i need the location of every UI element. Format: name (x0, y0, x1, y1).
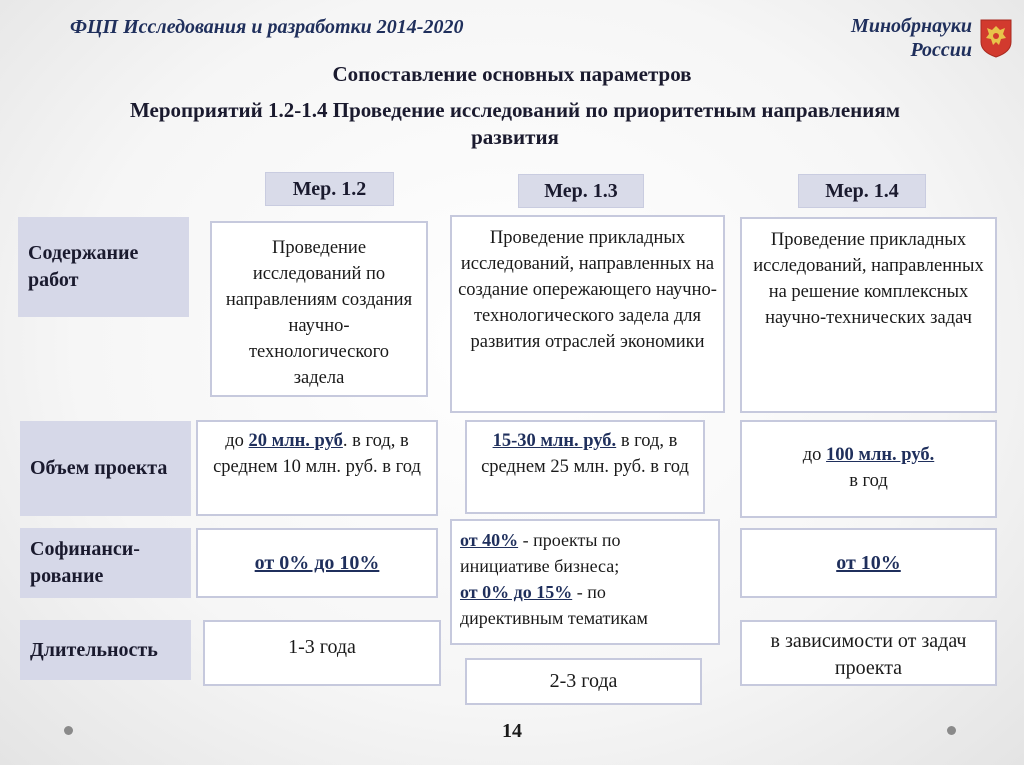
column-header-1-2: Мер. 1.2 (265, 172, 394, 206)
cell-content-1-2: Проведение исследований по направлениям создания научно-технологического задела (210, 221, 428, 397)
coat-of-arms-icon (978, 18, 1014, 58)
page-number: 14 (502, 720, 522, 742)
cell-duration-1-4: в зависимости от задач проекта (740, 620, 997, 686)
volume-1-2-post: . в год, в среднем 10 млн. руб. в год (213, 431, 421, 477)
column-header-1-3: Мер. 1.3 (518, 174, 644, 208)
cell-content-1-4: Проведение прикладных исследований, направленных на решение комплексных научно-технических задач (740, 217, 997, 413)
ministry-line2: России (910, 39, 972, 61)
cell-volume-1-3 (465, 420, 705, 514)
row-header-content: Содержание работ (18, 217, 189, 317)
cell-volume-1-4 (740, 420, 997, 518)
row-header-duration: Длительность (20, 620, 191, 680)
cell-cofinancing-1-3 (450, 519, 720, 645)
cofinancing-1-3-business-value: от 40% (460, 530, 519, 550)
volume-1-4-post: в год (849, 471, 888, 491)
cell-cofinancing-1-4 (740, 528, 997, 598)
volume-1-4-amount: 100 млн. руб. (826, 445, 935, 465)
slide-title: Сопоставление основных параметров (332, 62, 692, 86)
cofinancing-1-3-directive-text: - по директивным тематикам (460, 582, 648, 628)
volume-1-4-pre: до (802, 445, 827, 465)
program-title: ФЦП Исследования и разработки 2014-2020 (70, 16, 464, 38)
duration-1-2-value: 1-3 года (288, 636, 356, 658)
cell-volume-1-2 (196, 420, 438, 516)
duration-1-3-value: 2-3 года (549, 670, 618, 692)
volume-1-2-pre: до (225, 431, 249, 451)
ministry-label (822, 14, 972, 62)
cofinancing-1-2-value: от 0% до 10% (254, 552, 380, 574)
cell-duration-1-3 (465, 658, 702, 705)
cell-duration-1-2 (203, 620, 441, 686)
ministry-line1: Минобрнауки (851, 15, 972, 37)
cell-content-1-3: Проведение прикладных исследований, направленных на создание опережающего научно-технологического задела для развития отраслей экономики (450, 215, 725, 413)
cofinancing-1-4-value: от 10% (836, 552, 901, 574)
row-header-cofinancing: Софинанси-рование (20, 528, 191, 598)
cofinancing-1-3-directive-value: от 0% до 15% (460, 582, 573, 602)
volume-1-3-amount: 15-30 млн. руб. (492, 431, 617, 451)
volume-1-3-post: в год, в среднем 25 млн. руб. в год (481, 431, 689, 477)
volume-1-2-amount: 20 млн. руб (248, 431, 343, 451)
cofinancing-1-3-business-text: - проекты по инициативе бизнеса; (460, 530, 621, 576)
cell-cofinancing-1-2 (196, 528, 438, 598)
row-header-volume: Объем проекта (20, 421, 191, 516)
column-header-1-4: Мер. 1.4 (798, 174, 926, 208)
slide-subtitle: Мероприятий 1.2-1.4 Проведение исследований по приоритетным направлениям развития (129, 98, 901, 149)
